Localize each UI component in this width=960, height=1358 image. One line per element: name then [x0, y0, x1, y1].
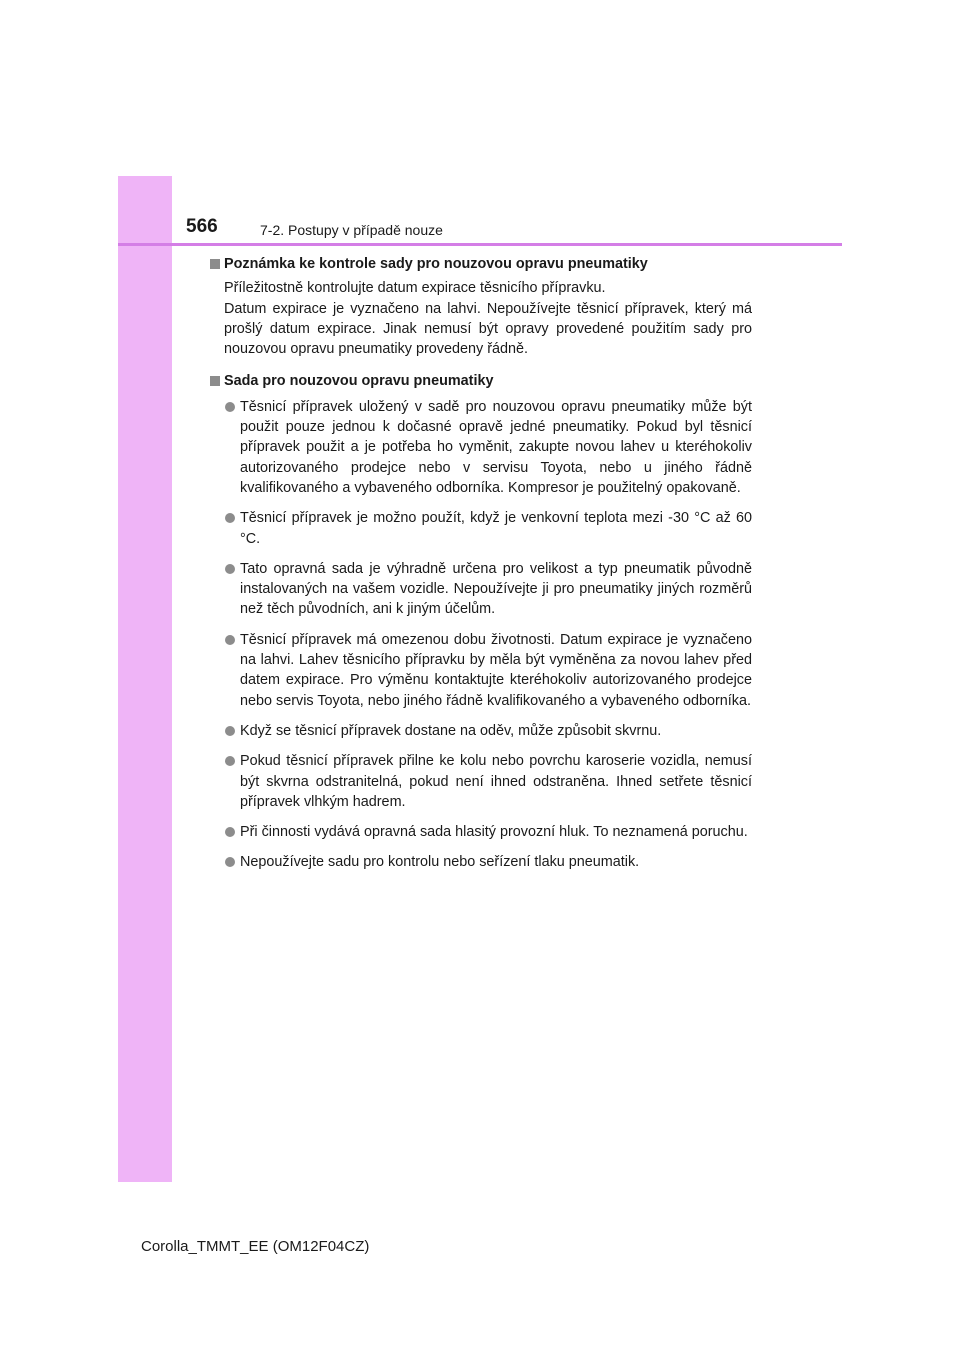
list-item: Těsnicí přípravek je možno použít, když je venkovní teplota mezi -30 °C až 60 °C. — [210, 508, 752, 549]
circle-bullet-icon — [225, 756, 235, 766]
list-item: Když se těsnicí přípravek dostane na oděv, může způsobit skvrnu. — [210, 721, 752, 741]
list-item: Tato opravná sada je výhradně určena pro velikost a typ pneumatik původně instalovaných na vašem vozidle. Nepoužívejte ji pro pneumatiky jiných rozměrů než těch původních, ani k jiným účelům. — [210, 559, 752, 620]
chapter-sidebar — [118, 176, 172, 1182]
list-item: Nepoužívejte sadu pro kontrolu nebo seřízení tlaku pneumatik. — [210, 852, 752, 872]
paragraph: Datum expirace je vyznačeno na lahvi. Nepoužívejte těsnicí přípravek, který má prošlý datum expirace. Jinak nemusí být opravy provedené použitím sady pro nouzovou opravu pneumatiky provedeny řádně. — [224, 300, 752, 358]
circle-bullet-icon — [225, 513, 235, 523]
section-repair-kit — [210, 371, 752, 872]
section-heading-text: Poznámka ke kontrole sady pro nouzovou opravu pneumatiky — [224, 256, 648, 272]
list-item: Těsnicí přípravek má omezenou dobu životnosti. Datum expirace je vyznačeno na lahvi. Lahev těsnicího přípravku by měla být vyměněna za novou lahev před datem expirace. Pro výměnu kontaktujte kteréhokoliv autorizovaného prodejce nebo servis Toyota, nebo jiného řádně kvalifikovaného a vybaveného odborníka. — [210, 630, 752, 711]
section-heading — [210, 254, 752, 274]
list-item: Pokud těsnicí přípravek přilne ke kolu nebo povrchu karoserie vozidla, nemusí být skvrna odstranitelná, pokud není ihned odstraněna. Ihned setřete těsnicí přípravek vlhkým hadrem. — [210, 751, 752, 812]
square-bullet-icon — [210, 376, 220, 386]
circle-bullet-icon — [225, 564, 235, 574]
footer-document-id: Corolla_TMMT_EE (OM12F04CZ) — [141, 1238, 370, 1255]
circle-bullet-icon — [225, 635, 235, 645]
circle-bullet-icon — [225, 827, 235, 837]
page-content — [210, 254, 752, 885]
list-item: Těsnicí přípravek uložený v sadě pro nouzovou opravu pneumatiky může být použit pouze jednou k dočasné opravě jedné pneumatiky. Pokud byl těsnicí přípravek použit a je potřeba ho vyměnit, zakupte novou lahev u kteréhokoliv autorizovaného prodejce nebo v servisu Toyota, nebo u jiného řádně kvalifikovaného a vybaveného odborníka. Kompresor je použitelný opakovaně. — [210, 397, 752, 498]
page-number: 566 — [186, 216, 218, 237]
section-title: 7-2. Postupy v případě nouze — [260, 222, 443, 238]
list-item: Při činnosti vydává opravná sada hlasitý provozní hluk. To neznamená poruchu. — [210, 822, 752, 842]
circle-bullet-icon — [225, 402, 235, 412]
circle-bullet-icon — [225, 726, 235, 736]
bullet-list — [210, 397, 752, 873]
section-heading — [210, 371, 752, 391]
section-heading-text: Sada pro nouzovou opravu pneumatiky — [224, 373, 494, 390]
circle-bullet-icon — [225, 857, 235, 867]
paragraph: Příležitostně kontrolujte datum expirace těsnicího přípravku. — [224, 280, 606, 297]
square-bullet-icon — [210, 259, 220, 269]
section-kit-check-note — [210, 254, 752, 359]
header-rule — [118, 243, 842, 246]
